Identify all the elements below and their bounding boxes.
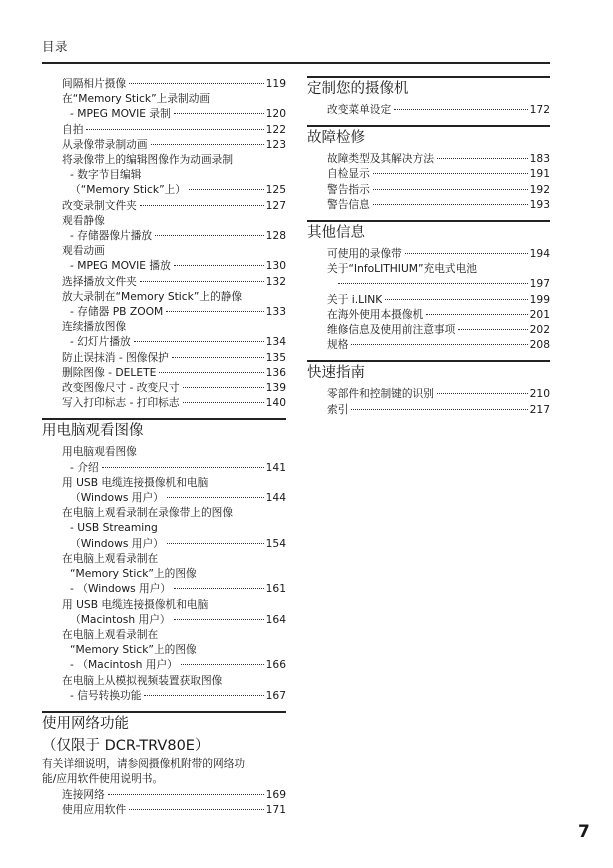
toc-entry-text: 使用应用软件 bbox=[62, 803, 127, 817]
toc-entry-page: 208 bbox=[529, 338, 550, 352]
toc-entry-page: 130 bbox=[265, 259, 286, 273]
toc-entry-text: - 幻灯片播放 bbox=[70, 335, 131, 349]
toc-entry[interactable] bbox=[42, 395, 286, 410]
toc-entry-page: 161 bbox=[265, 582, 286, 596]
toc-entry-text: - （Windows 用户） bbox=[70, 582, 172, 596]
toc-entry[interactable] bbox=[42, 137, 286, 152]
toc-entry[interactable] bbox=[42, 228, 286, 243]
toc-entry-heading: 在电脑上观看录制在 bbox=[62, 627, 159, 641]
toc-entry-text: 警告指示 bbox=[327, 182, 370, 196]
toc-entry-heading: 在电脑上从模拟视频装置获取图像 bbox=[62, 673, 223, 687]
toc-entry-text: 连接网络 bbox=[62, 787, 105, 801]
toc-entry[interactable] bbox=[307, 151, 550, 166]
header-rule bbox=[42, 62, 550, 64]
toc-entry-page: 169 bbox=[265, 787, 286, 801]
toc-entry[interactable] bbox=[307, 322, 550, 337]
leader-dots bbox=[189, 188, 264, 190]
toc-entry-text: 可使用的录像带 bbox=[327, 247, 402, 261]
toc-entry-text: 在海外使用本摄像机 bbox=[327, 307, 424, 321]
leader-dots bbox=[437, 392, 528, 394]
toc-entry[interactable] bbox=[42, 258, 286, 273]
toc-entry-text: 改变图像尺寸 - 改变尺寸 bbox=[62, 381, 180, 395]
toc-entry-heading: 观看动画 bbox=[62, 244, 105, 258]
section-subtitle-network: （仅限于 DCR-TRV80E） bbox=[42, 737, 210, 754]
leader-dots bbox=[338, 282, 528, 284]
toc-entry[interactable] bbox=[42, 657, 286, 672]
leader-dots bbox=[151, 143, 264, 145]
toc-entry-page: 166 bbox=[265, 658, 286, 672]
toc-entry-text: 改变录制文件夹 bbox=[62, 198, 137, 212]
toc-entry-page: 167 bbox=[265, 688, 286, 702]
toc-entry[interactable] bbox=[307, 402, 550, 417]
toc-entry-text: 防止误抹消 - 图像保护 bbox=[62, 350, 169, 364]
leader-dots bbox=[167, 542, 264, 544]
toc-entry-heading: 用电脑观看图像 bbox=[62, 445, 137, 459]
toc-entry[interactable] bbox=[307, 337, 550, 352]
section-title-customize[interactable]: 定制您的摄像机 bbox=[307, 76, 550, 99]
toc-entry-text: - 信号转换功能 bbox=[70, 688, 142, 702]
toc-entry-page: 183 bbox=[529, 152, 550, 166]
leader-dots bbox=[183, 401, 264, 403]
toc-entry-page: 135 bbox=[265, 350, 286, 364]
toc-entry-text: 选择播放文件夹 bbox=[62, 274, 137, 288]
toc-entry-page: 132 bbox=[265, 274, 286, 288]
leader-dots bbox=[174, 112, 264, 114]
toc-entry-text: - MPEG MOVIE 播放 bbox=[70, 259, 171, 273]
toc-entry[interactable] bbox=[307, 246, 550, 261]
toc-entry[interactable] bbox=[42, 182, 286, 197]
toc-entry-page: 193 bbox=[529, 197, 550, 211]
toc-entry-text: - 介绍 bbox=[70, 460, 99, 474]
leader-dots bbox=[405, 252, 528, 254]
leader-dots bbox=[172, 356, 264, 358]
toc-entry-heading: 在电脑上观看录制在录像带上的图像 bbox=[62, 506, 234, 520]
toc-entry-text: 故障类型及其解决方法 bbox=[327, 152, 434, 166]
leader-dots bbox=[426, 313, 527, 315]
toc-entry-page: 140 bbox=[265, 396, 286, 410]
leader-dots bbox=[129, 808, 263, 810]
toc-entry[interactable] bbox=[42, 106, 286, 121]
leader-dots bbox=[183, 386, 264, 388]
leader-dots bbox=[181, 663, 264, 665]
toc-entry[interactable] bbox=[42, 460, 286, 475]
leader-dots bbox=[373, 188, 528, 190]
header-title: 目录 bbox=[42, 39, 69, 54]
toc-entry[interactable] bbox=[42, 688, 286, 703]
toc-entry-page: 123 bbox=[265, 137, 286, 151]
toc-entry[interactable] bbox=[307, 386, 550, 401]
toc-entry[interactable] bbox=[42, 350, 286, 365]
toc-entry-page: 134 bbox=[265, 335, 286, 349]
toc-entry-text: - 存储器像片播放 bbox=[70, 229, 153, 243]
toc-entry-text: （Windows 用户） bbox=[70, 536, 164, 550]
leader-dots bbox=[385, 298, 527, 300]
leader-dots bbox=[394, 108, 527, 110]
toc-entry-heading: 关于“InfoLITHIUM”充电式电池 bbox=[327, 262, 477, 276]
toc-entry[interactable] bbox=[42, 304, 286, 319]
left-column bbox=[42, 76, 286, 817]
leader-dots bbox=[458, 328, 527, 330]
toc-entry-heading: 用 USB 电缆连接摄像机和电脑 bbox=[62, 597, 209, 611]
toc-entry[interactable] bbox=[42, 536, 286, 551]
section-title-other[interactable]: 其他信息 bbox=[307, 220, 550, 243]
toc-entry-page: 144 bbox=[265, 491, 286, 505]
toc-entry-heading: “Memory Stick”上的图像 bbox=[70, 643, 197, 657]
toc-entry-text: 从录像带录制动画 bbox=[62, 137, 148, 151]
toc-entry-text: （“Memory Stick”上） bbox=[70, 183, 187, 197]
leader-dots bbox=[108, 793, 264, 795]
toc-entry-text: 警告信息 bbox=[327, 197, 370, 211]
toc-entry[interactable] bbox=[307, 166, 550, 181]
toc-entry-text: - （Macintosh 用户） bbox=[70, 658, 178, 672]
toc-entry-text: 写入打印标志 - 打印标志 bbox=[62, 396, 180, 410]
toc-entry[interactable] bbox=[42, 76, 286, 91]
toc-entry[interactable] bbox=[42, 787, 286, 802]
section-title-quick[interactable]: 快速指南 bbox=[307, 360, 550, 383]
right-column bbox=[307, 76, 550, 417]
toc-entry[interactable] bbox=[42, 802, 286, 817]
toc-entry-text: 维修信息及使用前注意事项 bbox=[327, 323, 456, 337]
network-description: 有关详细说明，请参阅摄像机附带的网络功 bbox=[42, 756, 246, 770]
toc-entry[interactable] bbox=[42, 380, 286, 395]
toc-entry-heading: “Memory Stick”上的图像 bbox=[70, 567, 197, 581]
toc-entry-page: 139 bbox=[265, 381, 286, 395]
toc-entry-page: 120 bbox=[265, 107, 286, 121]
leader-dots bbox=[155, 234, 264, 236]
toc-entry-page: 210 bbox=[529, 387, 550, 401]
leader-dots bbox=[174, 618, 264, 620]
toc-entry-text: 索引 bbox=[327, 402, 349, 416]
toc-entry-heading: 连续播放图像 bbox=[62, 320, 127, 334]
toc-entry-page: 133 bbox=[265, 305, 286, 319]
toc-entry[interactable] bbox=[307, 182, 550, 197]
toc-entry-page: 199 bbox=[529, 292, 550, 306]
toc-entry-page: 119 bbox=[265, 77, 286, 90]
toc-entry[interactable] bbox=[42, 490, 286, 505]
leader-dots bbox=[174, 264, 264, 266]
section-title-pc[interactable]: 用电脑观看图像 bbox=[42, 418, 286, 441]
toc-entry-text: （Macintosh 用户） bbox=[70, 612, 171, 626]
toc-entry-text: 改变菜单设定 bbox=[327, 103, 392, 116]
toc-entry-page: 171 bbox=[265, 803, 286, 817]
toc-entry-text: 自拍 bbox=[62, 122, 84, 136]
toc-entry-heading: 用 USB 电缆连接摄像机和电脑 bbox=[62, 475, 209, 489]
toc-entry-page: 136 bbox=[265, 365, 286, 379]
toc-entry[interactable] bbox=[42, 365, 286, 380]
leader-dots bbox=[437, 157, 528, 159]
toc-entry-page: 125 bbox=[265, 183, 286, 197]
toc-entry-page: 191 bbox=[529, 167, 550, 181]
toc-entry-page: 201 bbox=[529, 307, 550, 321]
network-description: 能/应用软件使用说明书。 bbox=[42, 772, 164, 786]
toc-entry-text: 删除图像 - DELETE bbox=[62, 365, 157, 379]
leader-dots bbox=[166, 310, 263, 312]
leader-dots bbox=[373, 203, 528, 205]
toc-entry-page: 128 bbox=[265, 229, 286, 243]
toc-entry-text: 规格 bbox=[327, 338, 349, 352]
leader-dots bbox=[134, 340, 264, 342]
toc-entry-text: - MPEG MOVIE 录制 bbox=[70, 107, 171, 121]
leader-dots bbox=[140, 204, 264, 206]
leader-dots bbox=[373, 172, 528, 174]
toc-entry-text: 零部件和控制键的识别 bbox=[327, 387, 434, 401]
toc-entry-page: 154 bbox=[265, 536, 286, 550]
page-number: 7 bbox=[578, 822, 590, 842]
toc-entry-page: 192 bbox=[529, 182, 550, 196]
toc-entry-heading: - USB Streaming bbox=[70, 521, 158, 535]
leader-dots bbox=[351, 343, 527, 345]
toc-entry-page: 122 bbox=[265, 122, 286, 136]
toc-entry-text: - 存储器 PB ZOOM bbox=[70, 305, 164, 319]
toc-entry[interactable] bbox=[307, 307, 550, 322]
leader-dots bbox=[174, 587, 263, 589]
toc-entry-text: （Windows 用户） bbox=[70, 491, 164, 505]
toc-entry-page: 197 bbox=[529, 277, 550, 291]
toc-entry-page: 217 bbox=[529, 402, 550, 416]
leader-dots bbox=[102, 466, 264, 468]
toc-entry[interactable] bbox=[307, 292, 550, 307]
toc-entry-text: 关于 i.LINK bbox=[327, 292, 383, 306]
toc-entry[interactable] bbox=[42, 334, 286, 349]
toc-entry-page: 202 bbox=[529, 323, 550, 337]
leader-dots bbox=[159, 371, 263, 373]
toc-entry[interactable] bbox=[42, 581, 286, 596]
toc-entry-heading: 在“Memory Stick”上录制动画 bbox=[62, 92, 211, 106]
toc-entry[interactable] bbox=[307, 102, 550, 117]
toc-entry-page: 127 bbox=[265, 198, 286, 212]
section-title-network[interactable]: 使用网络功能 bbox=[42, 711, 286, 734]
toc-entry-heading: 将录像带上的编辑图像作为动画录制 bbox=[62, 153, 234, 167]
leader-dots bbox=[167, 496, 264, 498]
toc-entry-heading: 在电脑上观看录制在 bbox=[62, 551, 159, 565]
toc-entry[interactable] bbox=[42, 122, 286, 137]
toc-entry-text: 自检显示 bbox=[327, 167, 370, 181]
leader-dots bbox=[351, 408, 527, 410]
toc-entry-text: 间隔相片摄像 bbox=[62, 77, 127, 90]
toc-entry-page: 164 bbox=[265, 612, 286, 626]
toc-entry[interactable] bbox=[307, 276, 550, 291]
section-title-troubleshoot[interactable]: 故障检修 bbox=[307, 125, 550, 148]
toc-entry-heading: - 数字节目编辑 bbox=[70, 168, 142, 182]
leader-dots bbox=[144, 694, 263, 696]
leader-dots bbox=[129, 82, 263, 84]
toc-entry[interactable] bbox=[307, 197, 550, 212]
toc-entry[interactable] bbox=[42, 274, 286, 289]
toc-entry-page: 141 bbox=[265, 460, 286, 474]
toc-entry-page: 194 bbox=[529, 247, 550, 261]
leader-dots bbox=[140, 280, 264, 282]
toc-entry[interactable] bbox=[42, 198, 286, 213]
toc-entry[interactable] bbox=[42, 612, 286, 627]
toc-entry-heading: 放大录制在“Memory Stick”上的静像 bbox=[62, 289, 243, 303]
toc-entry-page: 172 bbox=[529, 103, 550, 116]
toc-entry-heading: 观看静像 bbox=[62, 213, 105, 227]
leader-dots bbox=[86, 128, 263, 130]
